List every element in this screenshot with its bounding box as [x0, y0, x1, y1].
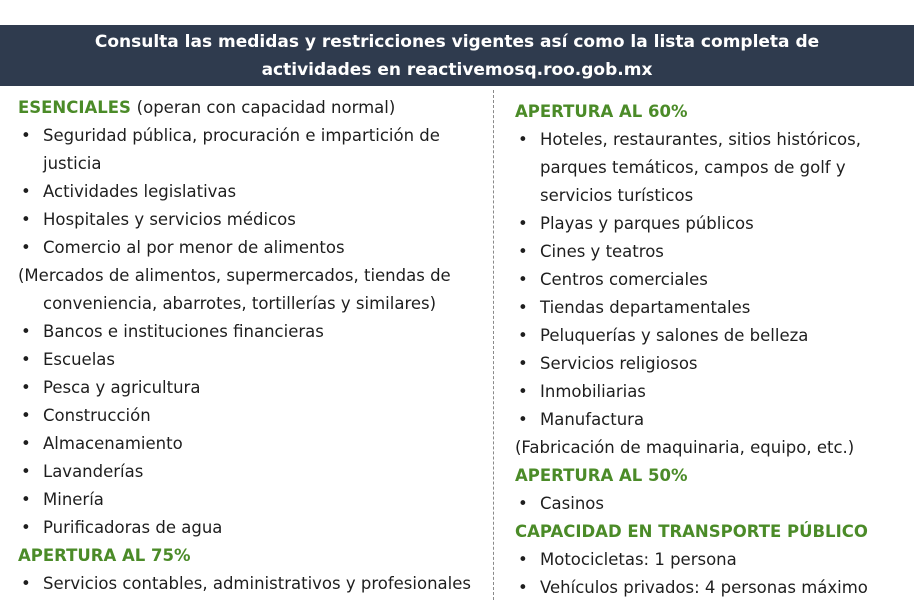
section-heading-transporte: CAPACIDAD EN TRANSPORTE PÚBLICO — [515, 522, 868, 541]
list-note: (Fabricación de maquinaria, equipo, etc.) — [515, 438, 855, 457]
list-item: • Bancos e instituciones financieras — [18, 318, 488, 346]
list-item: • Comercio al por menor de alimentos — [18, 234, 488, 262]
list-item: • Hospitales y servicios médicos — [18, 206, 488, 234]
list-item: • Lavanderías — [18, 458, 488, 486]
list-item: • Purificadoras de agua — [18, 514, 488, 542]
list-item-continuation: parques temáticos, campos de golf y — [540, 158, 846, 177]
list-item: • Casinos — [515, 490, 907, 518]
heading-text: ESENCIALES — [18, 98, 131, 117]
section-heading-apertura-60: APERTURA AL 60% — [515, 102, 688, 121]
section-heading-apertura-50: APERTURA AL 50% — [515, 466, 688, 485]
list-item: • Manufactura — [515, 406, 907, 434]
column-divider — [493, 90, 494, 600]
list-item: • Minería — [18, 486, 488, 514]
list-item: • Construcción — [18, 402, 488, 430]
heading-note: (operan con capacidad normal) — [136, 98, 396, 117]
banner-line-1: Consulta las medidas y restricciones vigentes así como la lista completa de — [94, 32, 820, 52]
list-item: • Seguridad pública, procuración e impartición de — [18, 122, 488, 150]
list-item: • Cines y teatros — [515, 238, 907, 266]
list-item: • Almacenamiento — [18, 430, 488, 458]
list-item: • Peluquerías y salones de belleza — [515, 322, 907, 350]
list-item: • Playas y parques públicos — [515, 210, 907, 238]
list-note: (Mercados de alimentos, supermercados, tiendas de — [18, 266, 451, 285]
list-item: • Vehículos privados: 4 personas máximo — [515, 574, 907, 602]
list-item-continuation: servicios turísticos — [540, 186, 694, 205]
section-heading-apertura-75: APERTURA AL 75% — [18, 546, 191, 565]
list-item: • Escuelas — [18, 346, 488, 374]
list-item: • Inmobiliarias — [515, 378, 907, 406]
list-item: • Actividades legislativas — [18, 178, 488, 206]
list-item: • Tiendas departamentales — [515, 294, 907, 322]
left-column — [18, 94, 488, 598]
list-item: • Servicios contables, administrativos y profesionales — [18, 570, 488, 598]
info-banner — [0, 25, 914, 86]
list-item: • Pesca y agricultura — [18, 374, 488, 402]
list-item: • Centros comerciales — [515, 266, 907, 294]
list-item-continuation: justicia — [43, 154, 102, 173]
banner-line-2: actividades en reactivemosq.roo.gob.mx — [261, 60, 653, 80]
list-item: • Hoteles, restaurantes, sitios históricos, — [515, 126, 907, 154]
list-item: • Servicios religiosos — [515, 350, 907, 378]
list-note-continuation: conveniencia, abarrotes, tortillerías y similares) — [43, 294, 437, 313]
list-item: • Motocicletas: 1 persona — [515, 546, 907, 574]
section-heading-esenciales — [18, 94, 488, 122]
right-column — [515, 98, 907, 602]
